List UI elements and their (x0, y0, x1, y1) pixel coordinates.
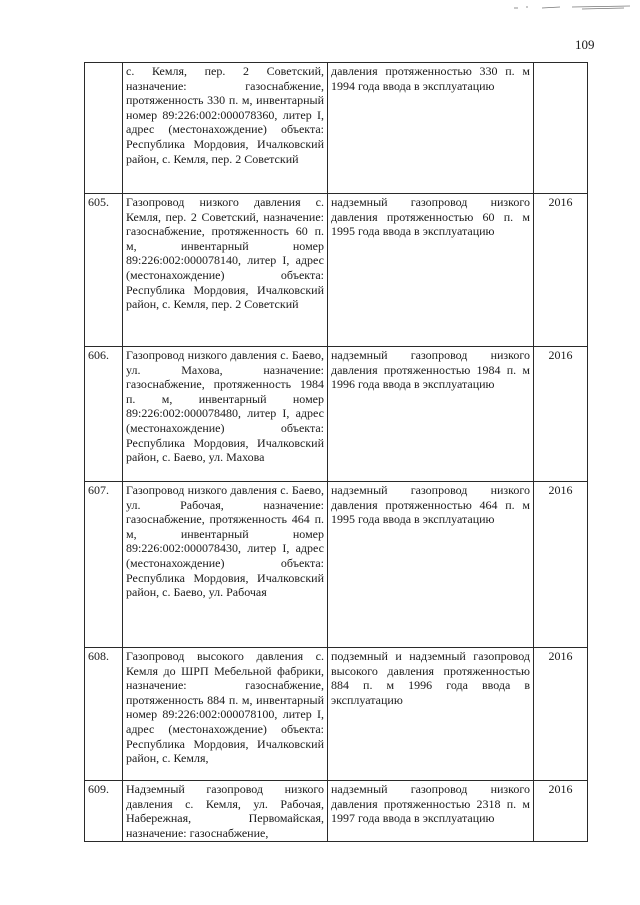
table-row (85, 482, 588, 648)
page-number: 109 (575, 37, 595, 52)
object-description-cell: с. Кемля, пер. 2 Советский, назначение: газоснабжение, протяженность 330 п. м, инвентарный номер 89:226:002:000078360, литер I, адрес (местонахождение) объекта: Республика Мордовия, Ичалковский район, с. Кемля, пер. 2 Советский (123, 63, 328, 194)
table-row (85, 63, 588, 194)
object-details-cell: подземный и надземный газопровод высокого давления протяженностью 884 п. м 1996 года ввода в эксплуатацию (328, 648, 534, 781)
object-description-cell: Газопровод высокого давления с. Кемля до ШРП Мебельной фабрики, назначение: газоснабжение, протяженность 884 п. м, инвентарный номер 89:226:002:000078100, литер I, адрес (местонахождение) объекта: Республика Мордовия, Ичалковский район, с. Кемля, (123, 648, 328, 781)
table-row (85, 194, 588, 347)
row-number-cell: 606. (85, 347, 123, 482)
object-description-cell: Газопровод низкого давления с. Баево, ул. Махова, назначение: газоснабжение, протяженность 1984 п. м, инвентарный номер 89:226:002:000078480, литер I, адрес (местонахождение) объекта: Республика Мордовия, Ичалковский район, с. Баево, ул. Махова (123, 347, 328, 482)
object-details-cell: надземный газопровод низкого давления протяженностью 1984 п. м 1996 года ввода в эксплуатацию (328, 347, 534, 482)
table-row (85, 781, 588, 842)
table-row (85, 347, 588, 482)
year-cell: 2016 (534, 194, 588, 347)
year-cell: 2016 (534, 347, 588, 482)
row-number-cell (85, 63, 123, 194)
year-cell: 2016 (534, 482, 588, 648)
property-registry-table (84, 62, 588, 842)
object-details-cell: надземный газопровод низкого давления протяженностью 2318 п. м 1997 года ввода в эксплуатацию (328, 781, 534, 842)
row-number-cell: 608. (85, 648, 123, 781)
object-details-cell: давления протяженностью 330 п. м 1994 года ввода в эксплуатацию (328, 63, 534, 194)
year-cell: 2016 (534, 648, 588, 781)
object-details-cell: надземный газопровод низкого давления протяженностью 60 п. м 1995 года ввода в эксплуатацию (328, 194, 534, 347)
row-number-cell: 607. (85, 482, 123, 648)
year-cell (534, 63, 588, 194)
object-description-cell: Надземный газопровод низкого давления с. Кемля, ул. Рабочая, Набережная, Первомайская, назначение: газоснабжение, (123, 781, 328, 842)
year-cell: 2016 (534, 781, 588, 842)
row-number-cell: 605. (85, 194, 123, 347)
object-details-cell: надземный газопровод низкого давления протяженностью 464 п. м 1995 года ввода в эксплуатацию (328, 482, 534, 648)
table-row (85, 648, 588, 781)
object-description-cell: Газопровод низкого давления с. Баево, ул. Рабочая, назначение: газоснабжение, протяженность 464 п. м, инвентарный номер 89:226:002:000078430, литер I, адрес (местонахождение) объекта: Республика Мордовия, Ичалковский район, с. Баево, ул. Рабочая (123, 482, 328, 648)
row-number-cell: 609. (85, 781, 123, 842)
scan-noise-marks (512, 2, 632, 12)
object-description-cell: Газопровод низкого давления с. Кемля, пер. 2 Советский, назначение: газоснабжение, протяженность 60 п. м, инвентарный номер 89:226:002:000078140, литер I, адрес (местонахождение) объекта: Республика Мордовия, Ичалковский район, с. Кемля, пер. 2 Советский (123, 194, 328, 347)
